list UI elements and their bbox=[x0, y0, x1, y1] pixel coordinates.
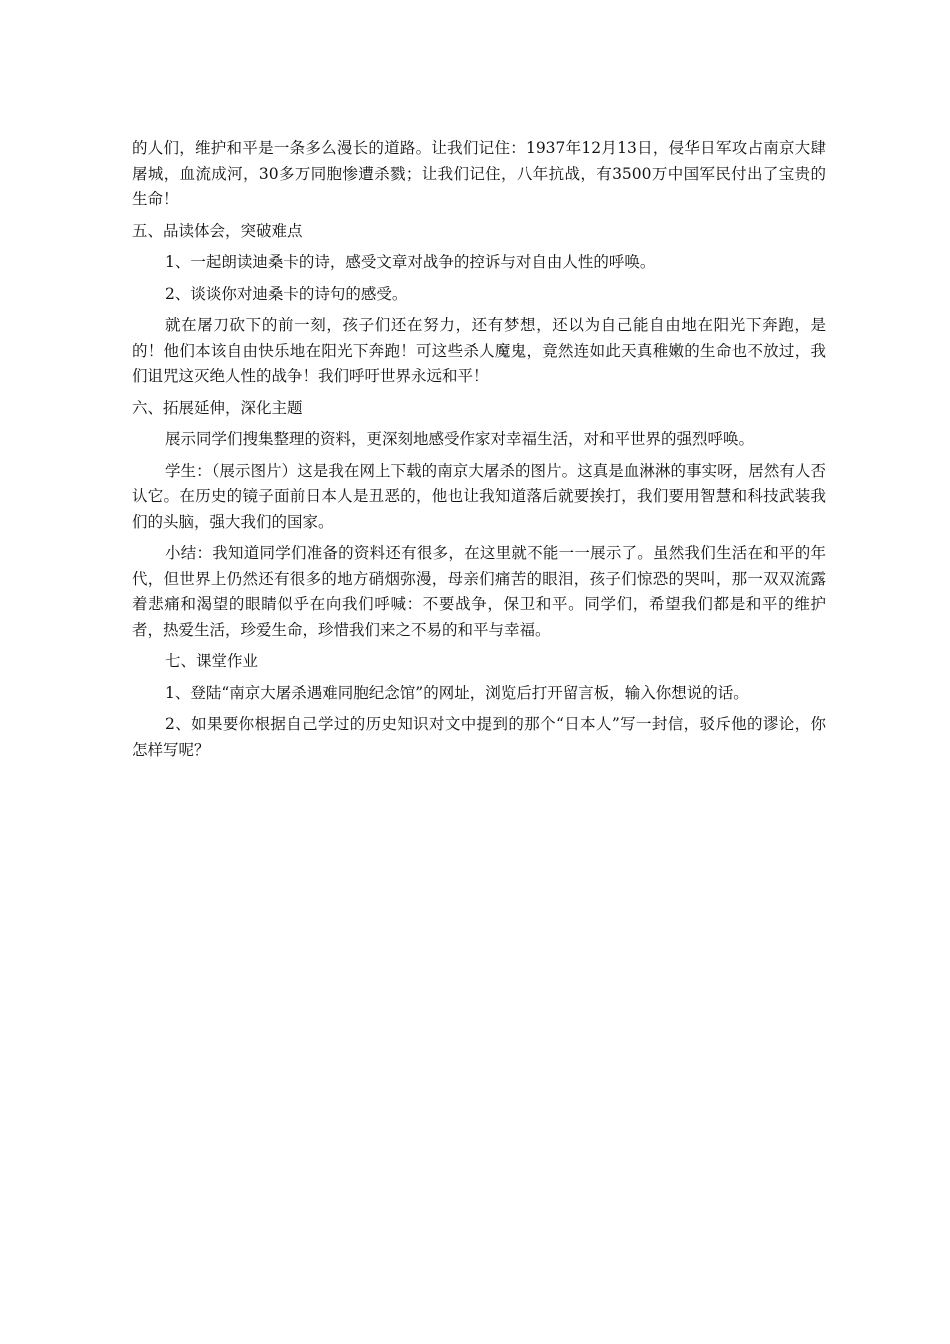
section-heading-5: 五、品读体会，突破难点 bbox=[132, 221, 303, 240]
document-page bbox=[132, 136, 826, 769]
section-heading-7: 七、课堂作业 bbox=[165, 652, 259, 670]
section-heading-6: 六、拓展延伸，深化主题 bbox=[132, 398, 303, 417]
paragraph-reflection: 就在屠刀砍下的前一刻，孩子们还在努力，还有梦想，还以为自己能自由地在阳光下奔跑，是的！他们本该自由快乐地在阳光下奔跑！可这些杀人魔鬼，竟然连如此天真稚嫩的生命也不放过，我们诅咒这灭绝人性的战争！我们呼吁世界永远和平！ bbox=[132, 316, 826, 385]
paragraph-show-materials: 展示同学们搜集整理的资料，更深刻地感受作家对幸福生活，对和平世界的强烈呼唤。 bbox=[165, 430, 755, 448]
paragraph-summary: 小结：我知道同学们准备的资料还有很多，在这里就不能一一展示了。虽然我们生活在和平的年代，但世界上仍然还有很多的地方硝烟弥漫，母亲们痛苦的眼泪，孩子们惊恐的哭叫，那一双双流露着悲痛和渴望的眼睛似乎在向我们呼喊：不要战争，保卫和平。同学们，希望我们都是和平的维护者，热爱生活，珍爱生命，珍惜我们来之不易的和平与幸福。 bbox=[132, 544, 826, 639]
homework-item-1: 1、登陆“南京大屠杀遇难同胞纪念馆”的网址，浏览后打开留言板，输入你想说的话。 bbox=[165, 683, 749, 702]
paragraph-intro-continuation: 的人们，维护和平是一条多么漫长的道路。让我们记住：1937年12月13日，侵华日军攻占南京大肆屠城，血流成河，30多万同胞惨遭杀戮；让我们记住，八年抗战，有3500万中国军民付出了宝贵的生命！ bbox=[132, 139, 826, 208]
paragraph-item-2: 2、谈谈你对迪桑卡的诗句的感受。 bbox=[165, 284, 408, 303]
paragraph-student: 学生：（展示图片）这是我在网上下载的南京大屠杀的图片。这真是血淋淋的事实呀，居然有人否认它。在历史的镜子面前日本人是丑恶的，他也让我知道落后就要挨打，我们要用智慧和科技武装我们的头脑，强大我们的国家。 bbox=[132, 461, 826, 531]
paragraph-item-1: 1、一起朗读迪桑卡的诗，感受文章对战争的控诉与对自由人性的呼唤。 bbox=[165, 253, 656, 271]
homework-item-2: 2、如果要你根据自己学过的历史知识对文中提到的那个“日本人”写一封信，驳斥他的谬论，你怎样写呢？ bbox=[132, 715, 826, 759]
